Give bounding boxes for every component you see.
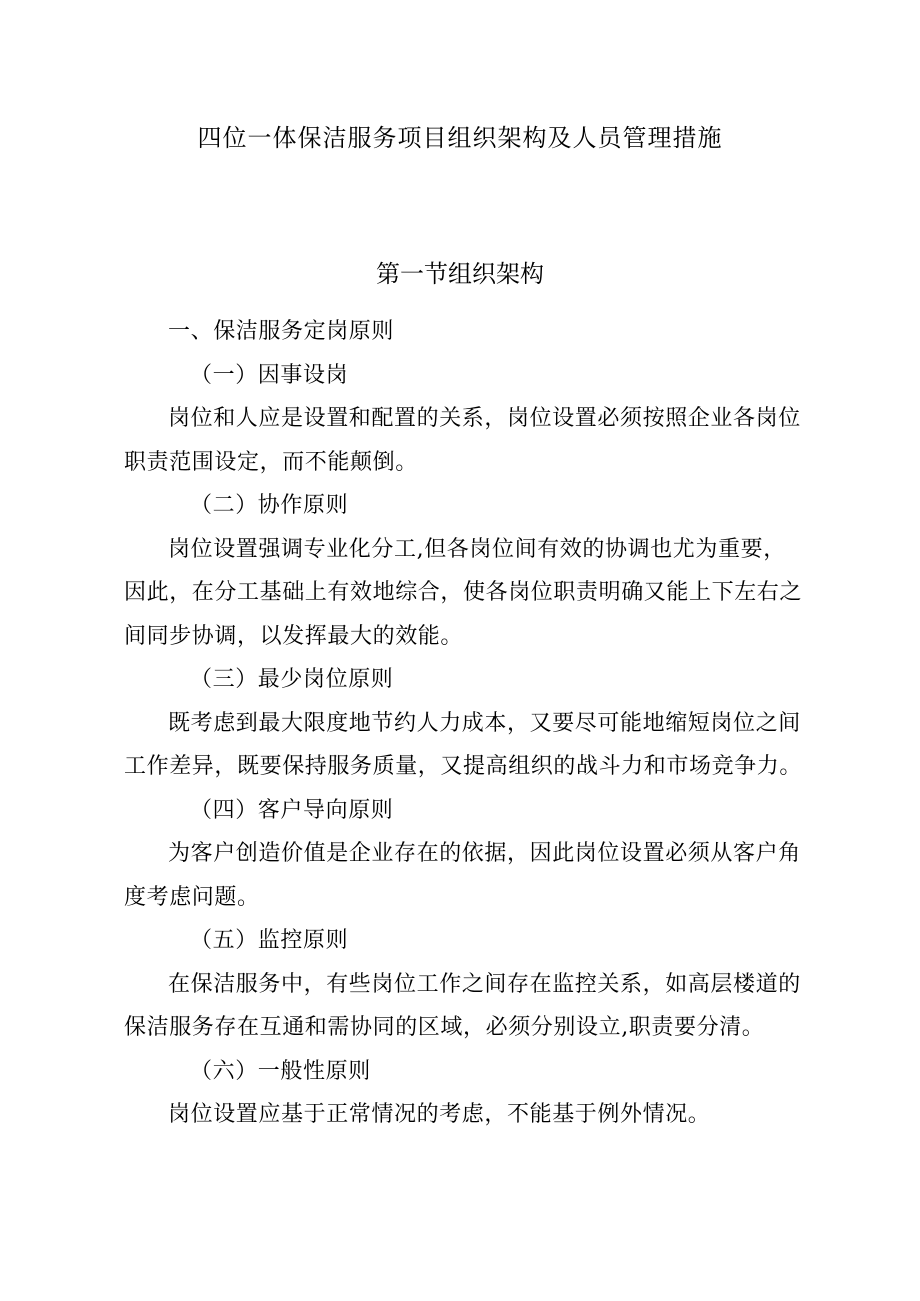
item-heading: （二）协作原则 — [190, 493, 349, 518]
item-heading: （五）监控原则 — [190, 928, 349, 953]
item-body: 在保洁服务中，有些岗位工作之间存在监控关系，如高层楼道的保洁服务存在互通和需协同的区域，必须分别设立,职责要分清。 — [124, 971, 801, 1040]
item-heading: （六）一般性原则 — [190, 1058, 371, 1084]
item-body: 岗位设置强调专业化分工,但各岗位间有效的协调也尤为重要，因此，在分工基础上有效地综合，使各岗位职责明确又能上下左右之间同步协调，以发挥最大的效能。 — [124, 536, 803, 649]
item-body: 既考虑到最大限度地节约人力成本，又要尽可能地缩短岗位之间工作差异，既要保持服务质量，又提高组织的战斗力和市场竞争力。 — [124, 710, 803, 779]
item-body: 岗位和人应是设置和配置的关系，岗位设置必须按照企业各岗位职责范围设定，而不能颠倒。 — [124, 406, 801, 475]
document-title: 四位一体保洁服务项目组织架构及人员管理措施 — [197, 124, 723, 152]
section-title: 第一节组织架构 — [376, 260, 544, 288]
document-body — [124, 310, 804, 1137]
principles-heading: 一、保洁服务定岗原则 — [168, 319, 395, 344]
item-body: 为客户创造价值是企业存在的依据，因此岗位设置必须从客户角度考虑问题。 — [124, 841, 801, 910]
item-heading: （四）客户导向原则 — [190, 797, 394, 823]
item-heading: （三）最少岗位原则 — [190, 667, 394, 692]
item-body: 岗位设置应基于正常情况的考虑，不能基于例外情况。 — [168, 1102, 711, 1127]
item-heading: （一）因事设岗 — [190, 362, 349, 388]
